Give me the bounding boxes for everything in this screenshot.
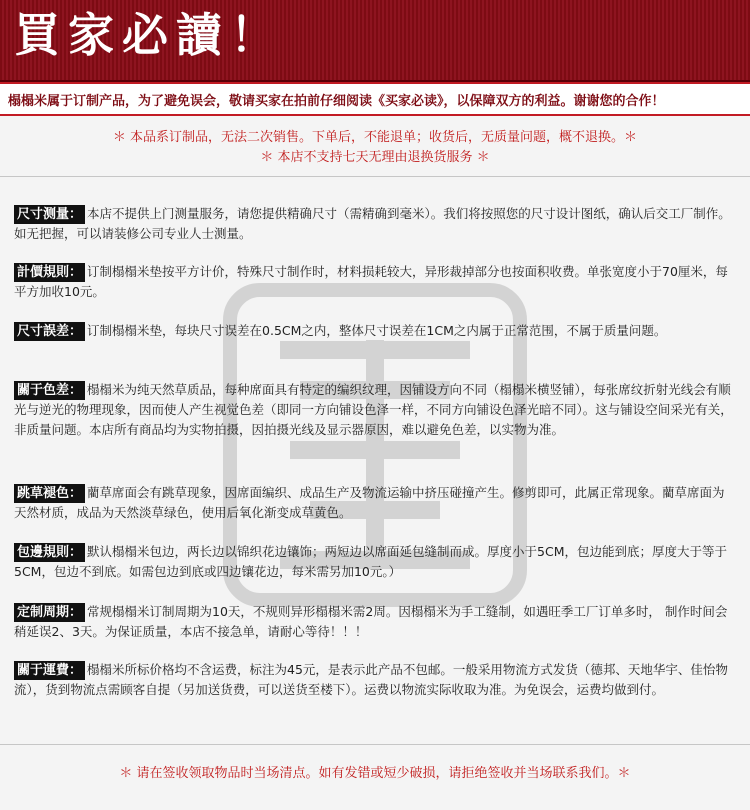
section-text: 榻榻米为纯天然草质品，每种席面具有特定的编织纹理，因铺设方向不同（榻榻米横竖铺），每张席纹折射光线会有顺光与逆光的物理现象，因而使人产生视觉色差（即同一方向铺设色泽一样，不同方向铺设色泽光暗不同）。这与铺设空间采光有关，非质量问题。本店所有商品均为实物拍摄，因拍摄光线及显示器原因，难以避免色差，以实物为准。	[14, 382, 733, 437]
section-text: 本店不提供上门测量服务，请您提供精确尺寸（需精确到毫米）。我们将按照您的尺寸设计图纸，确认后交工厂制作。如无把握，可以请装修公司专业人士测量。	[14, 206, 731, 241]
section-size-tolerance	[14, 321, 736, 341]
section-tag: 包邊規則：	[14, 543, 85, 562]
notice-no-return: ＊ 本品系订制品，无法二次销售。下单后，不能退单；收货后，无质量问题，概不退换。＊	[112, 130, 638, 145]
section-text: 常规榻榻米订制周期为10天，不规则异形榻榻米需2周。因榻榻米为手工缝制，如遇旺季工厂订单多时， 制作时间会稍延误2、3天。为保证质量，本店不接急单，请耐心等待！！！	[14, 604, 728, 639]
section-color-difference	[14, 380, 736, 440]
section-tag: 關于色差：	[14, 381, 85, 400]
header-subtitle-bar	[0, 82, 750, 116]
section-tag: 跳草褪色：	[14, 484, 85, 503]
section-tag: 尺寸测量：	[14, 205, 85, 224]
divider-bottom	[0, 744, 750, 745]
section-text: 榻榻米所标价格均不含运费，标注为45元，是表示此产品不包邮。一般采用物流方式发货（德邦、天地华宇、佳怡物流），货到物流点需顾客自提（另加送货费，可以送货至楼下）。运费以物流实际收取为准。为免误会，运费均做到付。	[14, 662, 728, 697]
section-production-cycle	[14, 602, 736, 642]
section-shipping	[14, 660, 736, 700]
section-tag: 定制周期：	[14, 603, 85, 622]
page-title: 買家必讀！	[14, 8, 284, 62]
section-text: 订制榻榻米垫按平方计价，特殊尺寸制作时，材料损耗较大，异形裁掉部分也按面积收费。单张宽度小于70厘米，每平方加收10元。	[14, 264, 728, 299]
section-tag: 關于運費：	[14, 661, 85, 680]
divider-top	[0, 176, 750, 177]
section-tag: 計價規則：	[14, 263, 85, 282]
section-text: 藺草席面会有跳草现象，因席面编织、成品生产及物流运输中挤压碰撞产生。修剪即可，此属正常现象。藺草席面为天然材质，成品为天然淡草绿色，使用后氧化渐变成草黄色。	[14, 485, 725, 520]
notice-no-seven-day: ＊ 本店不支持七天无理由退换货服务 ＊	[260, 150, 490, 165]
section-edging-rules	[14, 542, 736, 582]
section-text: 订制榻榻米垫，每块尺寸误差在0.5CM之内，整体尺寸误差在1CM之内属于正常范围，不属于质量问题。	[87, 323, 667, 338]
section-grass-fading	[14, 483, 736, 523]
section-pricing	[14, 262, 736, 302]
section-measurement	[14, 204, 736, 244]
footer-notice: ＊ 请在签收领取物品时当场清点。如有发错或短少破损，请拒绝签收并当场联系我们。＊	[119, 766, 631, 781]
section-text: 默认榻榻米包边，两长边以锦织花边镶饰；两短边以席面延包缝制而成。厚度小于5CM，包边能到底；厚度大于等于5CM，包边不到底。如需包边到底或四边镶花边，每米需另加10元。）	[14, 544, 727, 579]
section-tag: 尺寸誤差：	[14, 322, 85, 341]
header-banner	[0, 0, 750, 83]
header-subtitle: 榻榻米属于订制产品，为了避免误会，敬请买家在拍前仔细阅读《买家必读》，以保障双方的利益。谢谢您的合作！	[8, 94, 665, 109]
